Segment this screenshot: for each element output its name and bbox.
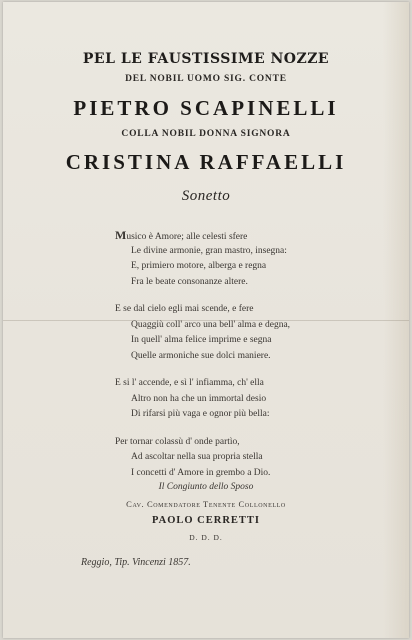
verse-line: Per tornar colassù d' onde partìo, <box>115 436 240 447</box>
verse-line: Ad ascoltar nella sua propria stella <box>131 452 263 462</box>
verse-line: Altro non ha che un immortal desio <box>131 393 267 404</box>
verse-line: Quaggiù coll' arco una bell' alma e degna, <box>131 319 291 330</box>
dedicator-relation: Il Congiunto dello Sposo <box>158 482 254 492</box>
stanza-2 <box>115 302 375 364</box>
header-line-nozze: PEL LE FAUSTISSIME NOZZE <box>82 51 330 67</box>
sonnet-body <box>115 228 375 493</box>
header-line-conte: DEL NOBIL UOMO SIG. CONTE <box>125 74 287 84</box>
stanza-1 <box>115 228 375 290</box>
poem-form-title: Sonetto <box>181 188 231 204</box>
verse-line: Le divine armonie, gran mastro, insegna: <box>131 245 287 256</box>
dedicator-name: PAOLO CERRETTI <box>151 515 261 526</box>
stanza-3 <box>115 376 375 423</box>
verse-line: E si l' accende, e sì l' infiamma, ch' ella <box>115 378 264 388</box>
header-line-signora: COLLA NOBIL DONNA SIGNORA <box>121 129 291 139</box>
verse-line: In quell' alma felice imprime e segna <box>131 335 272 345</box>
bride-name: CRISTINA RAFFAELLI <box>65 150 347 174</box>
verse-line: I concetti d' Amore in grembo a Dio. <box>131 467 271 478</box>
dedication-formula: D. D. D. <box>189 533 223 542</box>
drop-cap: M <box>115 228 127 242</box>
printer-imprint: Reggio, Tip. Vincenzi 1857. <box>81 557 191 568</box>
dedicator-title: Cav. Comendatore Tenente Collonello <box>126 499 286 509</box>
groom-name: PIETRO SCAPINELLI <box>73 96 339 120</box>
verse-line: Di rifarsi più vaga e ognor più bella: <box>131 409 270 419</box>
verse-line: Fra le beate consonanze altere. <box>131 276 248 287</box>
verse-line: Quelle armoniche sue dolci maniere. <box>131 350 271 361</box>
verse-line: Musico è Amore; alle celesti sfere <box>115 228 248 242</box>
verse-line: E se dal cielo egli mai scende, e fere <box>115 304 254 314</box>
document-page <box>3 2 409 638</box>
verse-line: E, primiero motore, alberga e regna <box>131 261 267 271</box>
stanza-4 <box>115 435 375 482</box>
